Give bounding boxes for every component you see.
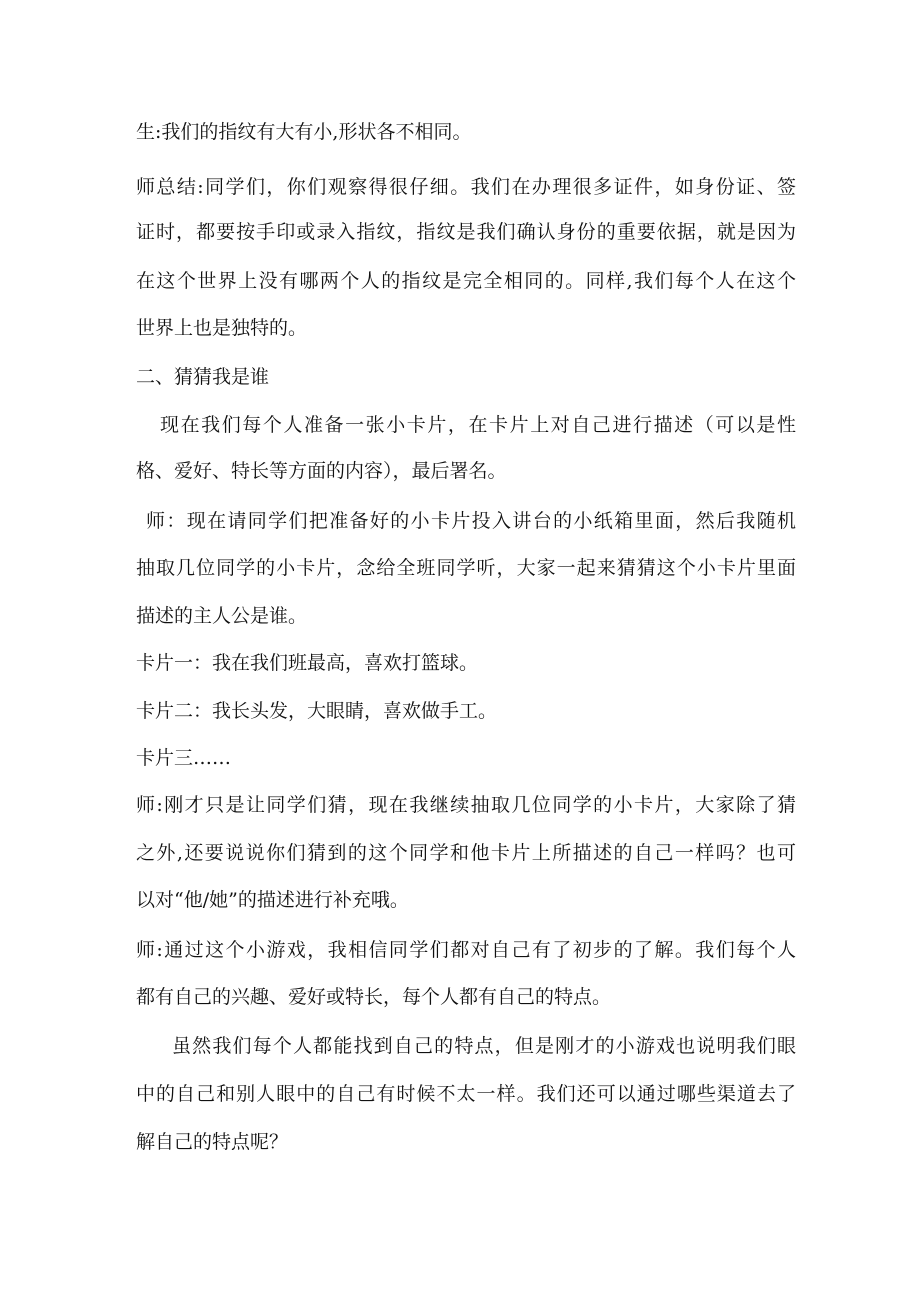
text-line: 师总结:同学们，你们观察得很仔细。我们在办理很多证件，如身份证、签 — [136, 176, 796, 198]
text-line: 师:通过这个小游戏，我相信同学们都对自己有了初步的了解。我们每个人 — [136, 939, 796, 961]
text-line: 之外,还要说说你们猜到的这个同学和他卡片上所描述的自己一样吗？也可 — [136, 842, 796, 864]
text-line: 解自己的特点呢？ — [136, 1131, 289, 1153]
card-line: 卡片三…… — [136, 747, 232, 769]
text-line: 中的自己和别人眼中的自己有时候不太一样。我们还可以通过哪些渠道去了 — [136, 1083, 796, 1105]
text-line: 生:我们的指纹有大有小,形状各不相同。 — [136, 121, 472, 143]
card-line: 卡片二：我长头发，大眼睛，喜欢做手工。 — [136, 700, 498, 722]
text-line: 师:刚才只是让同学们猜，现在我继续抽取几位同学的小卡片，大家除了猜 — [136, 794, 796, 816]
text-line: 世界上也是独特的。 — [136, 317, 308, 339]
text-line: 在这个世界上没有哪两个人的指纹是完全相同的。同样,我们每个人在这个 — [136, 270, 796, 292]
text-line: 证时，都要按手印或录入指纹，指纹是我们确认身份的重要依据，就是因为 — [136, 221, 796, 243]
text-line: 师：现在请同学们把准备好的小卡片投入讲台的小纸箱里面，然后我随机 — [146, 510, 796, 532]
text-line: 现在我们每个人准备一张小卡片，在卡片上对自己进行描述（可以是性 — [160, 414, 796, 436]
text-line: 虽然我们每个人都能找到自己的特点，但是刚才的小游戏也说明我们眼 — [172, 1035, 796, 1057]
text-line: 以对“他/她”的描述进行补充哦。 — [136, 889, 409, 911]
text-line: 抽取几位同学的小卡片，念给全班同学听，大家一起来猜猜这个小卡片里面 — [136, 557, 796, 579]
text-line: 描述的主人公是谁。 — [136, 605, 308, 627]
section-heading: 二、猜猜我是谁 — [136, 366, 270, 388]
text-line: 都有自己的兴趣、爱好或特长，每个人都有自己的特点。 — [136, 986, 612, 1008]
card-line: 卡片一：我在我们班最高，喜欢打篮球。 — [136, 652, 479, 674]
text-line: 格、爱好、特长等方面的内容），最后署名。 — [136, 460, 507, 482]
